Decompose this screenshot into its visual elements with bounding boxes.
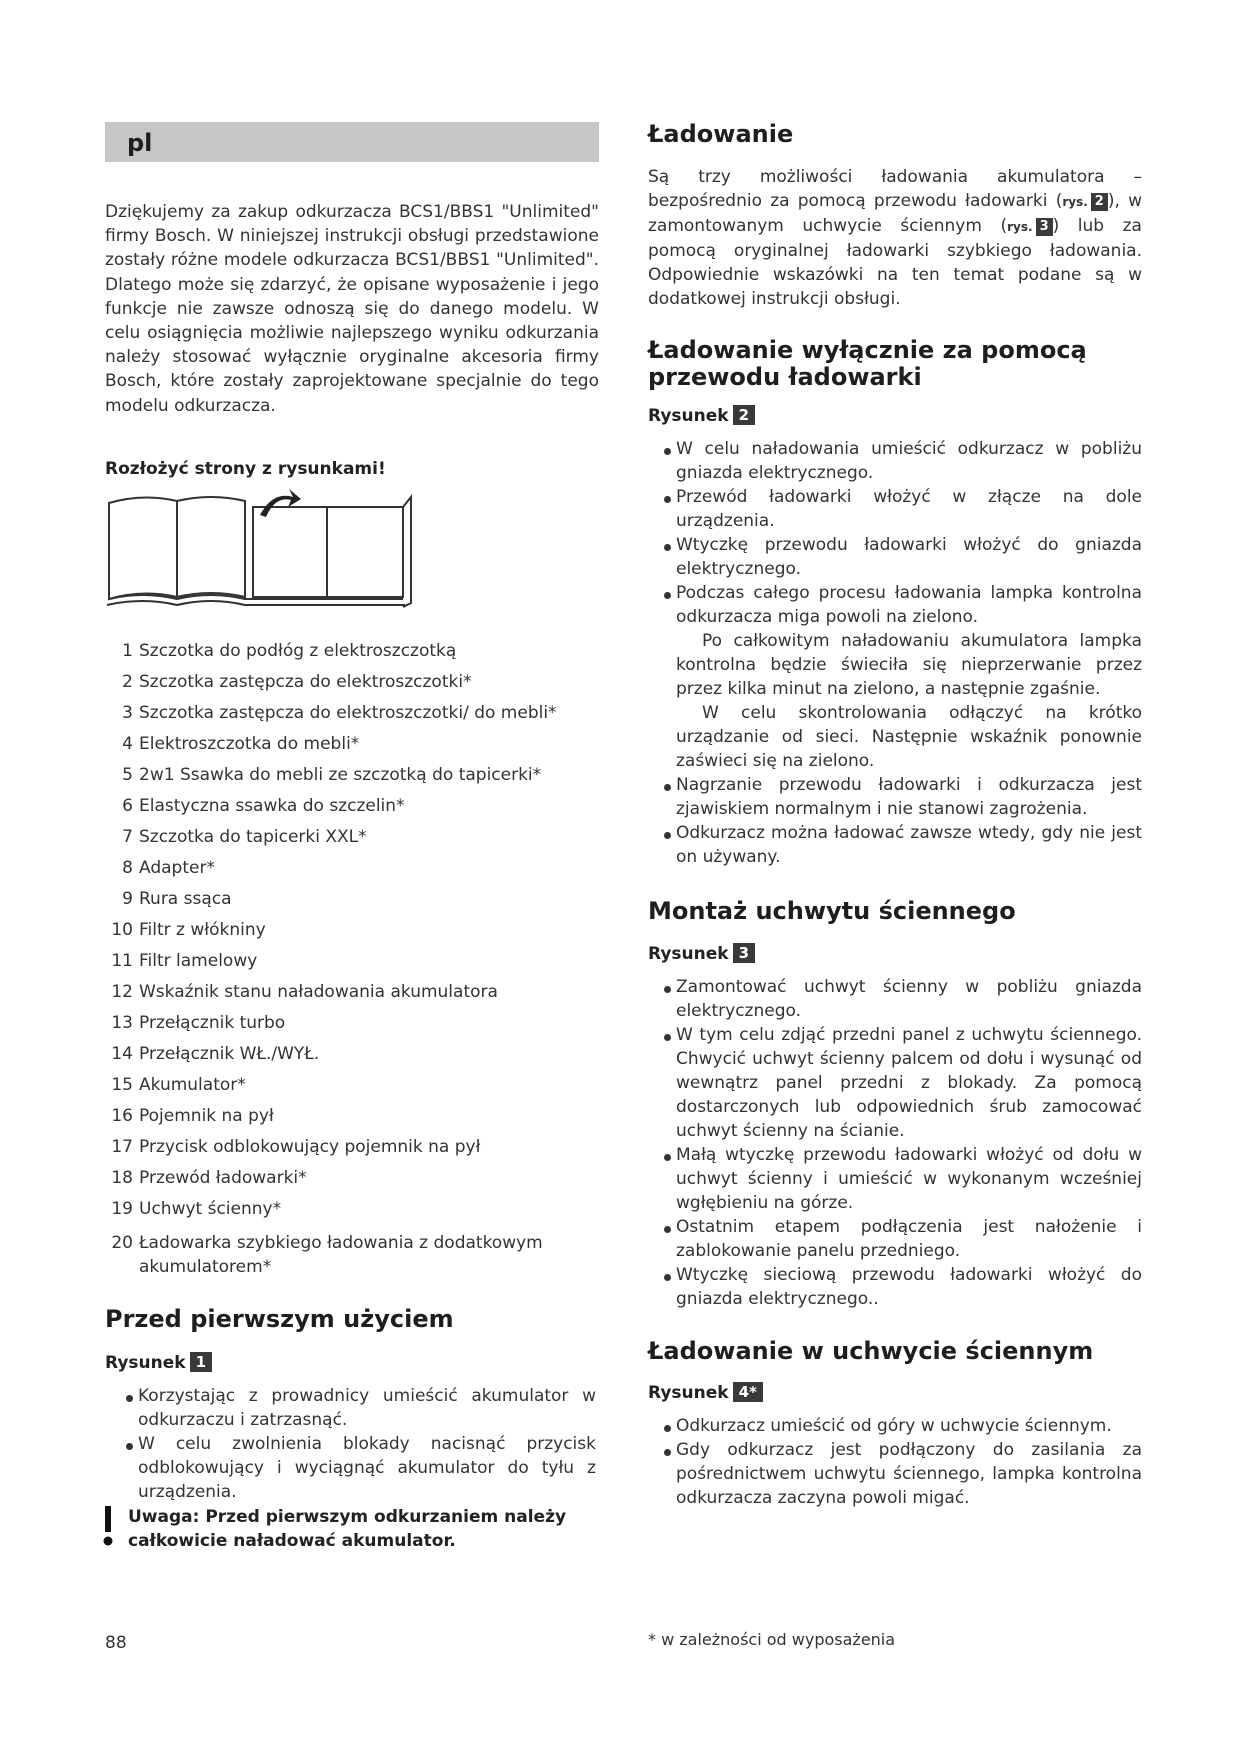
- figure-badge: 4*: [733, 1382, 763, 1402]
- figure-badge: 3: [733, 943, 755, 963]
- list-item: 16 Pojemnik na pył: [111, 1106, 274, 1126]
- language-bar: [105, 122, 599, 162]
- section-title-charging: Ładowanie: [648, 120, 794, 148]
- list-item: 3 Szczotka zastępcza do elektroszczotki/ do mebli*: [122, 703, 557, 723]
- list-item: Wtyczkę sieciową przewodu ładowarki włożyć do gniazda elektrycznego..: [664, 1263, 1142, 1311]
- list-item: 4 Elektroszczotka do mebli*: [122, 734, 360, 754]
- list-item: Ostatnim etapem podłączenia jest nałożenie i zablokowanie panelu przedniego.: [664, 1215, 1142, 1263]
- list-item: Gdy odkurzacz jest podłączony do zasilania za pośrednictwem uchwytu ściennego, lampka kontrolna odkurzacza zaczyna powoli migać.: [664, 1438, 1142, 1510]
- list-item: 14 Przełącznik WŁ./WYŁ.: [111, 1044, 320, 1064]
- unfold-pages-illustration: [105, 487, 417, 615]
- list-item: 20 Ładowarka szybkiego ładowania z dodatkowym akumulatorem*: [111, 1233, 543, 1277]
- footnote: * w zależności od wyposażenia: [648, 1630, 896, 1649]
- list-item: 2 Szczotka zastępcza do elektroszczotki*: [122, 672, 472, 692]
- intro-paragraph: Dziękujemy za zakup odkurzacza BCS1/BBS1 "Unlimited" firmy Bosch. W niniejszej instrukcji obsługi przedstawione zostały różne modele odkurzacza BCS1/BBS1 "Unlimited". Dlatego może się zdarzyć, że opisane wyposażenie i jego funkcje nie zawsze odnoszą się do danego modelu. W celu osiągnięcia możliwie najlepszego wyniku odkurzania należy stosować wyłącznie oryginalne akcesoria firmy Bosch, które zostały zaprojektowane specjalnie do tego modelu odkurzacza.: [105, 202, 599, 416]
- list-item: Odkurzacz można ładować zawsze wtedy, gdy nie jest on używany.: [664, 821, 1142, 869]
- list-item: 12 Wskaźnik stanu naładowania akumulatora: [111, 982, 498, 1002]
- wall-mount-steps: [664, 975, 1142, 1311]
- wall-charging-steps: [664, 1414, 1142, 1510]
- list-item: Zamontować uchwyt ścienny w pobliżu gniazda elektrycznego.: [664, 975, 1142, 1023]
- note-paragraph: W celu skontrolowania odłączyć na krótko urządzanie od sieci. Następnie wskaźnik ponownie zaświeci się na zielono.: [676, 703, 1142, 771]
- list-item: 8 Adapter*: [122, 858, 215, 878]
- section-title-before-first-use: Przed pierwszym użyciem: [105, 1305, 454, 1333]
- list-item: Podczas całego procesu ładowania lampka kontrolna odkurzacza miga powoli na zielono.: [664, 581, 1142, 629]
- section-title-wall-mount: Montaż uchwytu ściennego: [648, 897, 1016, 925]
- list-item: 19 Uchwyt ścienny*: [111, 1199, 282, 1219]
- figure-label-4: Rysunek 4*: [648, 1382, 763, 1403]
- list-item: 13 Przełącznik turbo: [111, 1013, 286, 1033]
- list-item: W celu zwolnienia blokady nacisnąć przycisk odblokowujący i wyciągnąć akumulator do tyłu z urządzenia.: [126, 1432, 596, 1504]
- list-item: 9 Rura ssąca: [122, 889, 232, 909]
- unfold-pages-label: Rozłożyć strony z rysunkami!: [105, 459, 386, 479]
- list-item: 5 2w1 Ssawka do mebli ze szczotką do tapicerki*: [122, 765, 542, 785]
- list-item: 1 Szczotka do podłóg z elektroszczotką: [122, 641, 457, 661]
- list-item: 18 Przewód ładowarki*: [111, 1168, 307, 1188]
- figure-label-1: Rysunek 1: [105, 1352, 212, 1373]
- list-item: W celu naładowania umieścić odkurzacz w pobliżu gniazda elektrycznego.: [664, 437, 1142, 485]
- before-first-use-steps: [126, 1384, 596, 1504]
- list-item: 11 Filtr lamelowy: [111, 951, 258, 971]
- warning-text: Uwaga: Przed pierwszym odkurzaniem należy całkowicie naładować akumulator.: [128, 1507, 567, 1551]
- list-item: 6 Elastyczna ssawka do szczelin*: [122, 796, 405, 816]
- list-item: Przewód ładowarki włożyć w złącze na dole urządzenia.: [664, 485, 1142, 533]
- figure-badge: 2: [1091, 193, 1108, 211]
- list-item: W tym celu zdjąć przedni panel z uchwytu ściennego. Chwycić uchwyt ścienny palcem od dołu i wysunąć od wewnątrz panel przedni z blokady. Za pomocą dostarczonych lub odpowiednich śrub zamocować uchwyt ścienny na ścianie.: [664, 1023, 1142, 1143]
- note-paragraph: Po całkowitym naładowaniu akumulatora lampka kontrolna będzie świeciła się nieprzerwanie przez przez kilka minut na zielono, a następnie zgaśnie.: [676, 631, 1142, 699]
- warning-icon: [102, 1506, 114, 1546]
- charging-paragraph: Są trzy możliwości ładowania akumulatora – bezpośrednio za pomocą przewodu ładowarki (rys. 2 ), w zamontowanym uchwycie ściennym (rys. 3 ) lub za pomocą oryginalnej ładowarki szybkiego ładowania. Odpowiednie wskazówki na ten temat podane są w dodatkowej instrukcji obsługi.: [648, 167, 1143, 309]
- figure-badge: 2: [733, 405, 755, 425]
- figure-badge: 1: [190, 1352, 212, 1372]
- list-item: 15 Akumulator*: [111, 1075, 246, 1095]
- list-item: Odkurzacz umieścić od góry w uchwycie ściennym.: [664, 1414, 1142, 1438]
- list-item: Korzystając z prowadnicy umieścić akumulator w odkurzaczu i zatrzasnąć.: [126, 1384, 596, 1432]
- list-item: 10 Filtr z włókniny: [111, 920, 266, 940]
- figure-label-3: Rysunek 3: [648, 943, 755, 964]
- section-title-charging-cable: Ładowanie wyłącznie za pomocą przewodu ładowarki: [648, 336, 1087, 391]
- page-number: 88: [105, 1633, 127, 1653]
- charging-cable-steps: [664, 437, 1142, 869]
- figure-badge: 3: [1036, 218, 1053, 236]
- list-item: Nagrzanie przewodu ładowarki i odkurzacza jest zjawiskiem normalnym i nie stanowi zagrożenia.: [664, 773, 1142, 821]
- list-item: Małą wtyczkę przewodu ładowarki włożyć od dołu w uchwyt ścienny i umieścić w wykonanym wcześniej wgłębieniu na górze.: [664, 1143, 1142, 1215]
- section-title-wall-charging: Ładowanie w uchwycie ściennym: [648, 1337, 1094, 1365]
- list-item: 7 Szczotka do tapicerki XXL*: [122, 827, 367, 847]
- list-item: Wtyczkę przewodu ładowarki włożyć do gniazda elektrycznego.: [664, 533, 1142, 581]
- parts-list: [105, 636, 603, 1279]
- language-tag: pl: [127, 129, 153, 157]
- list-item: 17 Przycisk odblokowujący pojemnik na pył: [111, 1137, 481, 1157]
- figure-label-2: Rysunek 2: [648, 405, 755, 426]
